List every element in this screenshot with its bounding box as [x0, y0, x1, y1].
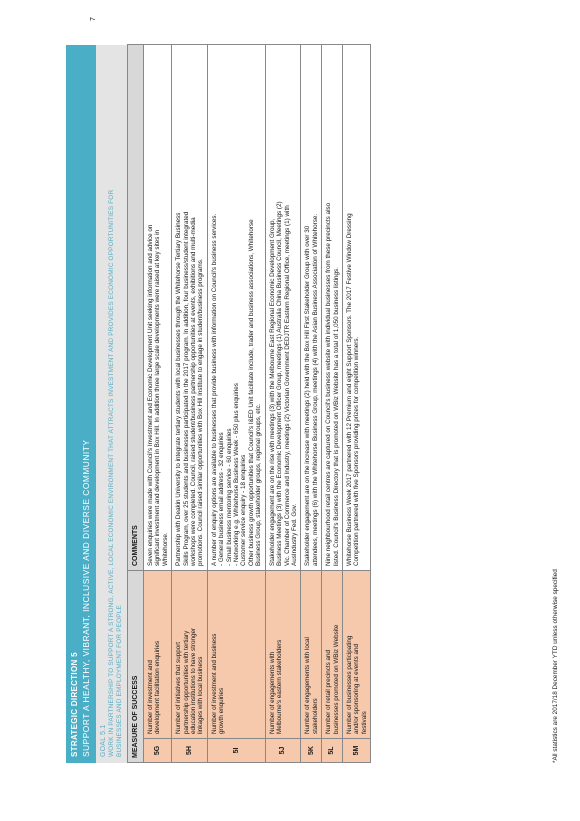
row-comments: [322, 45, 343, 571]
comment-line: Partnership with Deakin University to integrate tertiary students with local businesses through the Whitehorse Tertiary Business: [175, 212, 183, 566]
comment-line: Stakeholder engagement are on the increase with meetings (2) held with the Box Hill First Stakeholder Group with over 30: [304, 225, 312, 566]
comment-line: - Networking e.g. Whitehorse Business Week - 650 plus enquiries: [233, 383, 241, 566]
measure-line: Number of retail precincts and: [325, 650, 333, 734]
row-id: 5K: [301, 739, 322, 763]
comment-line: Seven enquiries were made with Council's Investment and Economic Development Unit seeking information and advice on: [147, 224, 154, 566]
row-id: 5I: [207, 739, 265, 763]
footnote: *All statistics are 2017/18 December YTD unless otherwise specified: [552, 569, 559, 763]
measure-line: partnership opportunities with tertiary: [182, 630, 190, 734]
table-row: [207, 45, 265, 763]
row-id: 5M: [342, 739, 370, 763]
strategic-direction-banner: [66, 45, 96, 763]
table-row: [322, 45, 343, 763]
measure-line: festivals: [360, 711, 368, 734]
row-comments: [144, 45, 172, 571]
row-id: 5L: [322, 739, 343, 763]
comment-line: significant investment and development in Box Hill. In addition three large scale developments were raised at key sites in: [154, 229, 162, 566]
table-row: [144, 45, 172, 763]
row-id: 5G: [144, 739, 172, 763]
row-measure: [301, 571, 322, 739]
measure-line: linkages with local business: [197, 656, 205, 734]
comment-line: listed. Council's Business Directory that is promoted on WBiz Website has a total of 1,050 business listings.: [332, 267, 340, 566]
goal-text-line-2: BUSINESSES AND EMPLOYMENT FOR PEOPLE: [116, 605, 123, 757]
row-measure: [265, 571, 301, 739]
measure-line: growth enquiries: [218, 687, 226, 734]
measure-line: Melbourne's eastern stakeholders: [276, 639, 284, 734]
row-measure: [172, 571, 208, 739]
table-body: [144, 45, 371, 763]
row-measure: [207, 571, 265, 739]
row-comments: [342, 45, 370, 571]
comment-line: Vic. Chamber of Commerce and Industry, meetings (2) Victorian Government DEDJTR Eastern Regional Office, meetings (1) with: [283, 205, 291, 566]
comment-line: Other business growth opportunities that Council's I&ED Unit facilitate include, trader and business associations, Whitehorse: [247, 219, 255, 566]
row-comments: [172, 45, 208, 571]
comment-line: Stakeholder engagement are on the rise with meetings (3) with the Melbourne East Regional Economic Development Group,: [268, 218, 276, 566]
table-row: [265, 45, 301, 763]
strategic-direction-title: STRATEGIC DIRECTION 5: [70, 652, 79, 757]
row-measure: [322, 571, 343, 739]
comment-line: - General business email address - 32 enquiries: [218, 432, 226, 566]
measure-line: Number of businesses participating: [345, 635, 353, 734]
header-measure: MEASURE OF SUCCESS: [128, 571, 144, 763]
measure-line: and/or sponsoring at events and: [353, 644, 361, 734]
table-header-row: [128, 45, 144, 763]
comment-line: Business Meetings (3) with the Economic Development Officer Group, meetings (1) Australia China Business Council, Meetings (2): [276, 201, 284, 566]
comment-line: attendees, meetings (6) with the Whitehorse Business Group, meetings (4) with the Asian Business Association of Whitehorse.: [311, 213, 319, 566]
comment-line: Business Group, stakeholder groups, regional groups, etc.: [255, 403, 263, 566]
goal-banner: [96, 45, 127, 763]
measure-line: development facilitation enquiries: [154, 640, 162, 734]
document-body: [66, 45, 371, 763]
strategic-direction-subtitle: SUPPORT A HEALTHY, VIBRANT, INCLUSIVE AND DIVERSE COMMUNITY: [81, 439, 91, 757]
comment-line: Customer service enquiry - 18 enquiries: [240, 454, 248, 566]
measure-line: Number of investment and business: [210, 633, 218, 734]
row-comments: [301, 45, 322, 571]
measure-line: Number of engagements with: [268, 651, 276, 734]
measure-line: Number of investment and: [147, 660, 154, 734]
row-comments: [207, 45, 265, 571]
table-row: [342, 45, 370, 763]
page-number: 7: [90, 17, 97, 21]
row-measure: [144, 571, 172, 739]
row-measure: [342, 571, 370, 739]
comment-line: Whitehorse.: [161, 532, 169, 566]
measures-table: [127, 44, 371, 763]
comment-line: Skills Program, over 25 students and businesses participated in the 2017 program. In addition, four business/student integrated: [182, 211, 190, 566]
row-comments: [265, 45, 301, 571]
comment-line: Whitehorse Business Week 2017 partnered with 12 Premium and eight Support Sponsors. The 2017 Festive Window Dressing: [345, 213, 353, 566]
header-comments: COMMENTS: [128, 45, 144, 571]
row-id: 5J: [265, 739, 301, 763]
comment-line: - Small business mentoring service - 60 enquiries: [225, 428, 233, 566]
comment-line: workshops were completed. Council, raised student/business partnership opportunities at events, exhibitions and multi-media: [190, 217, 198, 566]
comment-line: Nine neighbourhood retail centres are captured on Council's business website with individual businesses from these precincts also: [325, 202, 333, 566]
measure-line: stakeholders: [311, 698, 319, 734]
measure-line: education institutions to have stronger: [190, 627, 198, 734]
comment-line: Competition partnered with five Sponsors providing prizes for competition winners.: [353, 336, 361, 566]
measure-line: Number of engagements with local: [304, 637, 312, 734]
goal-text-line-1: WORK IN PARTNERSHIP TO SUPPORT A STRONG, ACTIVE, LOCAL ECONOMIC ENVIRONMENT THAT ATTRACTS INVESTMENT AND PROVIDES ECONOMIC OPPORTUNITIES FOR: [108, 189, 115, 757]
goal-label: GOAL 5.1: [100, 724, 107, 757]
comment-line: AusIndustry Fed. Gov.: [290, 503, 298, 566]
table-row: [301, 45, 322, 763]
row-id: 5H: [172, 739, 208, 763]
comment-line: promotions. Council raised similar opportunities with Box Hill Institute to engage in student/business programs.: [197, 258, 205, 566]
comment-line: A number of enquiry options are available to businesses that provide business with information on Council's business services.: [210, 213, 218, 566]
table-row: [172, 45, 208, 763]
measure-line: Number of initiatives that support: [175, 641, 183, 734]
measure-line: businesses promoted on WBiz Website: [332, 624, 340, 734]
